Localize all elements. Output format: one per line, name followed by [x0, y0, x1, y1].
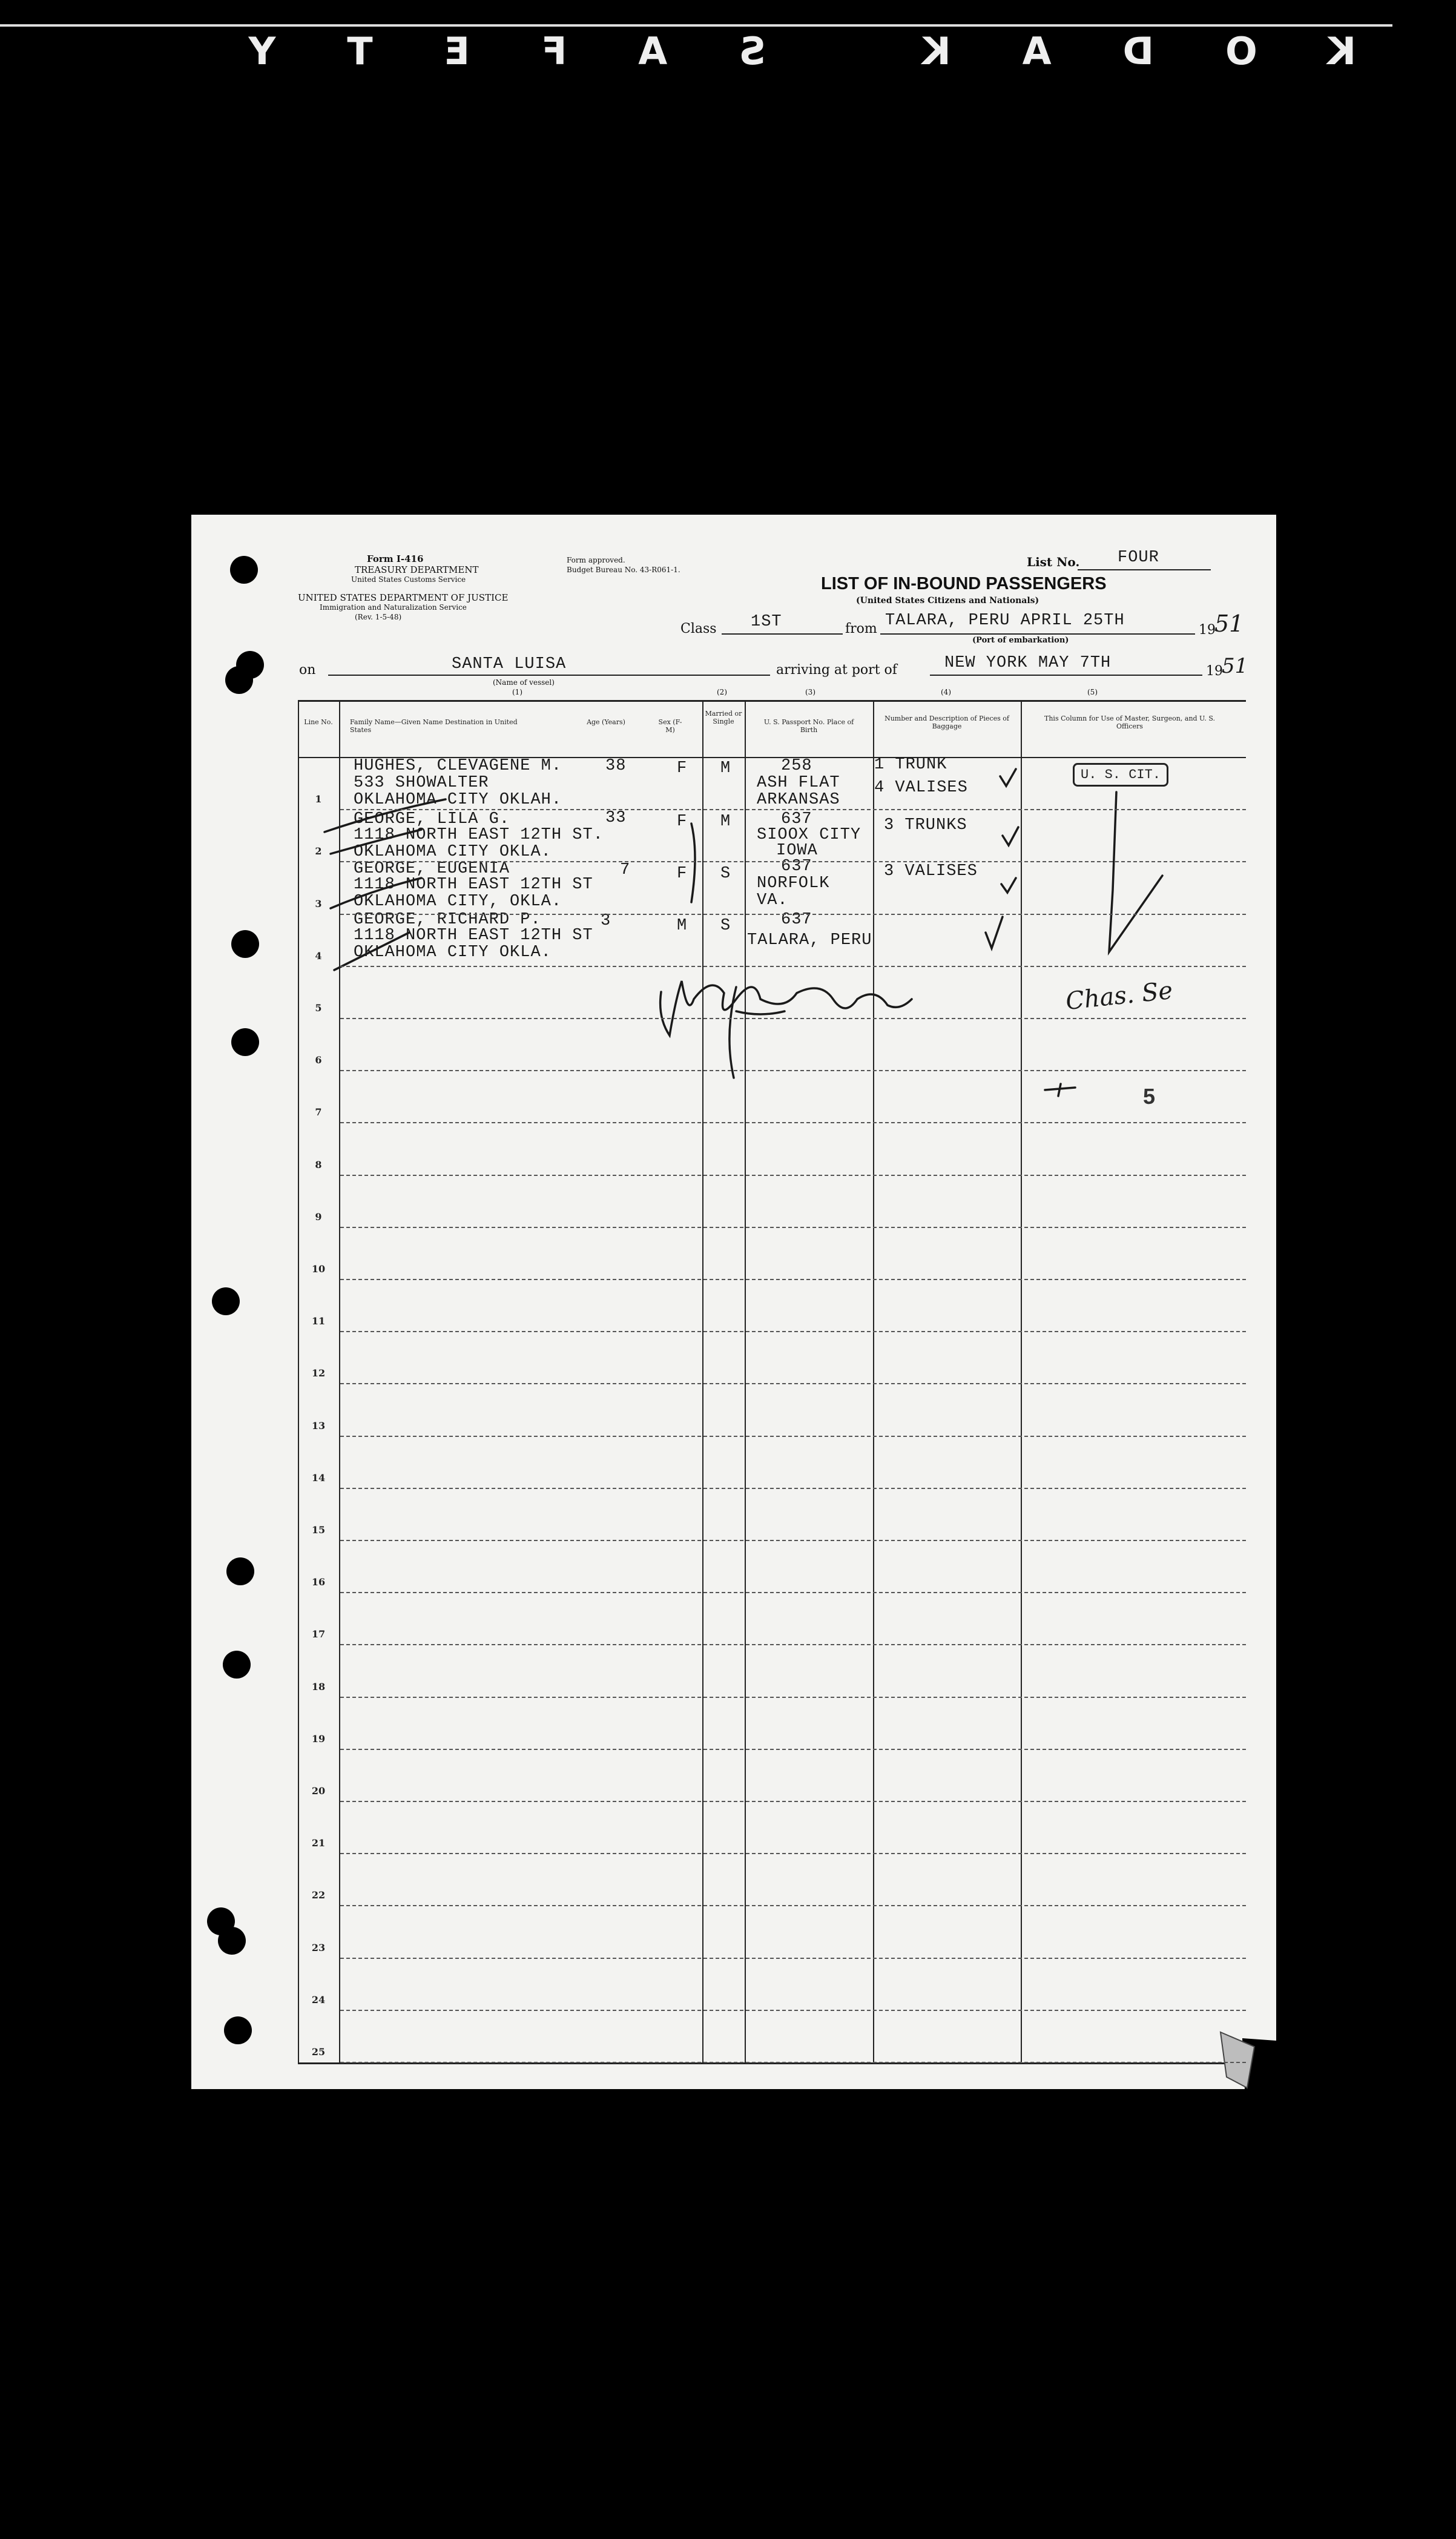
birth-state: ARKANSAS — [757, 791, 840, 809]
row-number: 8 — [315, 1159, 322, 1170]
ins-service: Immigration and Naturalization Service — [320, 603, 467, 612]
passenger-age: 33 — [605, 809, 627, 827]
arrival-value: NEW YORK MAY 7TH — [944, 654, 1112, 672]
passenger-sex: M — [677, 917, 688, 935]
col-header-baggage: Number and Description of Pieces of Baggage — [884, 715, 1009, 730]
year-prefix-2: 19 — [1206, 664, 1223, 679]
passenger-marital: S — [720, 917, 731, 935]
row-number: 2 — [315, 845, 322, 857]
row-rule — [340, 1697, 1246, 1698]
row-rule — [340, 914, 1246, 915]
row-rule — [340, 1488, 1246, 1489]
passport-number: 637 — [781, 810, 812, 828]
row-number: 3 — [315, 898, 322, 910]
form-approved: Form approved. — [567, 556, 625, 564]
passenger-address: 533 SHOWALTER — [354, 774, 489, 792]
row-rule — [340, 1540, 1246, 1541]
passenger-sex: F — [677, 865, 688, 883]
passenger-name: GEORGE, RICHARD P. — [354, 911, 541, 929]
budget-bureau: Budget Bureau No. 43-R061-1. — [567, 566, 680, 574]
class-value: 1ST — [751, 613, 782, 631]
row-rule — [340, 809, 1246, 810]
row-rule — [340, 1749, 1246, 1750]
row-number: 21 — [311, 1837, 326, 1849]
passenger-name: GEORGE, EUGENIA — [354, 860, 510, 878]
treasury-dept: TREASURY DEPARTMENT — [355, 564, 479, 575]
birth-state: VA. — [757, 891, 788, 910]
row-rule — [340, 1070, 1246, 1071]
row-number: 10 — [311, 1263, 326, 1275]
passport-number: 637 — [781, 857, 812, 876]
form-number: Form I-416 — [367, 553, 424, 564]
birth-state: IOWA — [776, 842, 818, 860]
row-number: 14 — [311, 1472, 326, 1484]
row-number: 23 — [311, 1942, 326, 1953]
film-edge-line — [0, 24, 1392, 27]
birth-place: TALARA, PERU — [747, 931, 872, 949]
from-value: TALARA, PERU APRIL 25TH — [885, 612, 1125, 630]
col-header-name: Family Name—Given Name Destination in United States — [350, 718, 518, 734]
arriving-label: arriving at port of — [776, 662, 897, 678]
column-number-4: (4) — [941, 688, 951, 696]
row-rule — [340, 1958, 1246, 1959]
passenger-address: 1118 NORTH EAST 12TH ST — [354, 926, 593, 945]
col-header-passport: U. S. Passport No. Place of Birth — [763, 718, 854, 734]
vessel-caption: (Name of vessel) — [493, 678, 555, 687]
row-rule — [340, 1383, 1246, 1384]
form-revision: (Rev. 1-5-48) — [355, 613, 402, 621]
row-rule — [340, 1279, 1246, 1280]
year-prefix-1: 19 — [1199, 622, 1216, 638]
class-label: Class — [680, 621, 717, 636]
passenger-name: GEORGE, LILA G. — [354, 810, 510, 828]
column-number-2: (2) — [717, 688, 727, 696]
row-rule — [340, 2010, 1246, 2011]
row-number: 15 — [311, 1524, 326, 1536]
film-edge — [0, 22, 1456, 73]
passenger-city: OKLAHOMA CITY, OKLA. — [354, 893, 562, 911]
row-rule — [340, 1853, 1246, 1854]
row-rule — [340, 2062, 1246, 2063]
row-number: 9 — [315, 1211, 322, 1223]
film-edge-text: KODAK SAFETY — [177, 29, 1356, 73]
row-number: 24 — [311, 1994, 326, 2006]
passenger-address: 1118 NORTH EAST 12TH ST — [354, 876, 593, 894]
col-header-line: Line No. — [304, 718, 333, 726]
passenger-sex: F — [677, 813, 688, 831]
from-label: from — [845, 621, 877, 636]
row-rule — [340, 1018, 1246, 1019]
row-number: 20 — [311, 1785, 326, 1797]
passenger-name: HUGHES, CLEVAGENE M. — [354, 757, 562, 775]
row-number: 5 — [315, 1002, 322, 1014]
port-embarkation-caption: (Port of embarkation) — [972, 636, 1069, 645]
form-subtitle: (United States Citizens and Nationals) — [856, 596, 1039, 606]
row-rule — [340, 1175, 1246, 1176]
passenger-marital: M — [720, 759, 731, 778]
row-rule — [340, 1801, 1246, 1802]
citizen-stamp: U. S. CIT. — [1073, 763, 1168, 787]
row-number: 22 — [311, 1889, 326, 1901]
row-rule — [340, 1122, 1246, 1123]
baggage-line: 3 TRUNKS — [884, 816, 967, 834]
row-number: 25 — [311, 2046, 326, 2058]
baggage-line: 1 TRUNK — [874, 756, 947, 774]
row-number: 12 — [311, 1367, 326, 1379]
passenger-city: OKLAHOMA CITY OKLAH. — [354, 791, 562, 809]
col-header-married: Married or Single — [705, 710, 742, 725]
baggage-line: 4 VALISES — [874, 779, 968, 797]
form-title: LIST OF IN-BOUND PASSENGERS — [821, 574, 1107, 593]
passenger-age: 7 — [620, 861, 631, 879]
row-rule — [340, 966, 1246, 967]
row-rule — [340, 1227, 1246, 1228]
passenger-age: 3 — [601, 912, 611, 930]
list-no-value: FOUR — [1118, 549, 1159, 567]
row-rule — [340, 1436, 1246, 1437]
officer-count-number: 5 — [1143, 1084, 1156, 1109]
column-number-3: (3) — [805, 688, 815, 696]
passenger-age: 38 — [605, 757, 627, 775]
vessel-name: SANTA LUISA — [452, 655, 567, 673]
justice-dept: UNITED STATES DEPARTMENT OF JUSTICE — [298, 592, 509, 603]
passenger-city: OKLAHOMA CITY OKLA. — [354, 943, 552, 962]
column-number-5: (5) — [1087, 688, 1098, 696]
birth-place: SIOOX CITY — [757, 826, 861, 844]
row-number: 1 — [315, 793, 322, 805]
passenger-address: 1118 NORTH EAST 12TH ST. — [354, 826, 604, 844]
col-header-age: Age (Years) — [587, 718, 625, 726]
row-rule — [340, 1644, 1246, 1645]
row-rule — [340, 1905, 1246, 1906]
row-number: 18 — [311, 1681, 326, 1692]
passenger-marital: S — [720, 865, 731, 883]
row-number: 7 — [315, 1106, 322, 1118]
birth-place: ASH FLAT — [757, 774, 840, 792]
col-header-sex: Sex (F-M) — [658, 718, 682, 734]
list-no-label: List No. — [1027, 555, 1080, 569]
passport-number: 637 — [781, 911, 812, 929]
customs-service: United States Customs Service — [351, 575, 466, 584]
year-value-1: 51 — [1214, 610, 1244, 637]
row-rule — [340, 1331, 1246, 1332]
manifest-sheet — [191, 515, 1276, 2089]
row-rule — [340, 861, 1246, 862]
row-rule — [340, 1592, 1246, 1593]
passenger-sex: F — [677, 759, 688, 778]
row-number: 13 — [311, 1420, 326, 1431]
passport-number: 258 — [781, 757, 812, 775]
passenger-marital: M — [720, 813, 731, 831]
passenger-city: OKLAHOMA CITY OKLA. — [354, 843, 552, 861]
row-number: 19 — [311, 1733, 326, 1745]
row-number: 16 — [311, 1576, 326, 1588]
officer-handwritten-name: Chas. Se — [1064, 976, 1174, 1016]
row-number: 6 — [315, 1054, 322, 1066]
on-label: on — [299, 662, 316, 678]
col-header-officers: This Column for Use of Master, Surgeon, and U. S. Officers — [1044, 715, 1215, 730]
row-number: 4 — [315, 950, 322, 962]
row-number: 11 — [311, 1315, 326, 1327]
year-value-2: 51 — [1222, 654, 1248, 678]
row-number: 17 — [311, 1628, 326, 1640]
column-number-1: (1) — [512, 688, 522, 696]
birth-place: NORFOLK — [757, 874, 830, 893]
baggage-line: 3 VALISES — [884, 862, 978, 880]
